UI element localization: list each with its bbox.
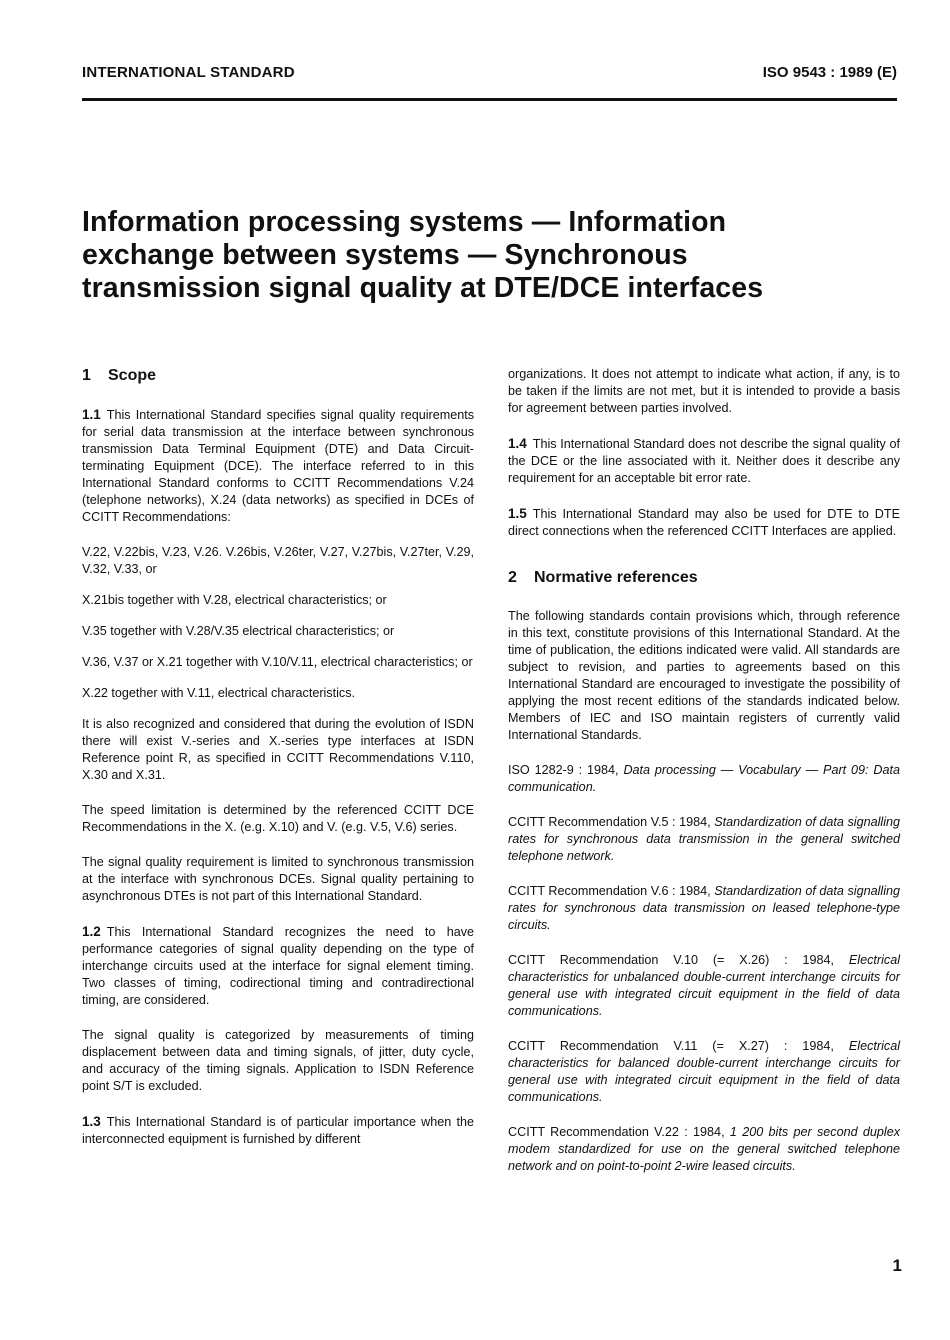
reference-id: CCITT Recommendation V.11 (= X.27) : 1984, <box>508 1039 834 1053</box>
reference-id: ISO 1282-9 : 1984, <box>508 763 619 777</box>
paragraph-isdn: It is also recognized and considered that during the evolution of ISDN there will exist V.-series and X.-series type interfaces at ISDN Reference point R, as specified in CCITT Recommendations V.110, X.30 and X.31. <box>82 717 474 782</box>
clause-1-2: 1.2 This International Standard recognizes the need to have performance categories of signal quality depending on the type of interchange circuits used at the interface for signal element timing. Two classes of timing, codirectional timing and contradirectional timing, are considered. <box>82 924 474 1007</box>
clause-1-4: 1.4 This International Standard does not describe the signal quality of the DCE or the line associated with it. Neither does it describe any requirement for an acceptable bit error rate. <box>508 436 900 485</box>
paragraph-categorized: The signal quality is categorized by measurements of timing displacement between data and timing signals, of jitter, duty cycle, and accuracy of the timing signals. Application to ISDN Reference point S/T is excluded. <box>82 1028 474 1093</box>
reference-title: Electrical characteristics for balanced double-current interchange circuits for general use with integrated circuit equipment in the field of data communications. <box>508 1039 900 1104</box>
title-line-1: Information processing systems — Information <box>82 206 727 238</box>
paragraph-signal-quality: The signal quality requirement is limited to synchronous transmission at the interface with synchronous DCEs. Signal quality pertaining to asynchronous DTEs is not part of this International Standard. <box>82 855 474 903</box>
reference-id: CCITT Recommendation V.5 : 1984, <box>508 815 711 829</box>
section-heading-normative-references: 2 Normative references <box>508 569 698 586</box>
recommendation-list-item: V.36, V.37 or X.21 together with V.10/V.11, electrical characteristics; or <box>82 655 473 669</box>
reference-title: 1 200 bits per second duplex modem standardized for use on the general switched telephone network and on point-to-point 2-wire leased circuits. <box>508 1125 901 1173</box>
reference-id: CCITT Recommendation V.22 : 1984, <box>508 1125 725 1139</box>
clause-1-3: 1.3 This International Standard is of particular importance when the interconnected equipment is furnished by different <box>82 1114 474 1146</box>
clause-1-1: 1.1 This International Standard specifies signal quality requirements for serial data transmission at the interface between synchronous transmission Data Terminal Equipment (DTE) and Data Circuit-terminating Equipment (DCE). The interface referred to in this International Standard conforms to CCITT Recommendations V.24 (telephone networks), X.24 (data networks) as specified in DCEs of CCITT Recommendations: <box>82 407 474 524</box>
page-number: 1 <box>892 1256 902 1275</box>
section-heading-scope: 1 Scope <box>82 367 157 384</box>
reference-title: Standardization of data signalling rates for synchronous data transmission in the general switched telephone network. <box>508 815 901 863</box>
right-column <box>508 366 900 1193</box>
reference-item <box>508 1038 900 1106</box>
title-line-2: exchange between systems — Synchronous <box>82 239 688 271</box>
reference-title: Data processing — Vocabulary — Part 09: Data communication. <box>508 763 901 794</box>
reference-title: Electrical characteristics for unbalanced double-current interchange circuits for general use with integrated circuit equipment in the field of data communications. <box>508 953 900 1018</box>
document-title <box>82 206 882 305</box>
reference-item <box>508 952 900 1020</box>
document-number: ISO 9543 : 1989 (E) <box>762 64 897 81</box>
clause-1-5: 1.5 This International Standard may also be used for DTE to DTE direct connections when the referenced CCITT Interfaces are applied. <box>508 506 900 538</box>
paragraph-references-intro: The following standards contain provisions which, through reference in this text, constitute provisions of this International Standard. At the time of publication, the editions indicated were valid. All standards are subject to revision, and parties to agreements based on this International Standard are encouraged to investigate the possibility of applying the most recent editions of the standards indicated below. Members of IEC and ISO maintain registers of currently valid International Standards. <box>508 609 900 742</box>
recommendation-list-item: V.35 together with V.28/V.35 electrical characteristics; or <box>82 624 395 638</box>
reference-item <box>508 762 900 796</box>
page-header <box>82 58 897 101</box>
reference-id: CCITT Recommendation V.10 (= X.26) : 1984, <box>508 953 835 967</box>
paragraph-continued: organizations. It does not attempt to indicate what action, if any, is to be taken if the limits are not met, but it is intended to provide a basis for agreement between parties involved. <box>508 367 900 415</box>
recommendation-list-item: X.22 together with V.11, electrical characteristics. <box>82 686 355 700</box>
reference-id: CCITT Recommendation V.6 : 1984, <box>508 884 711 898</box>
recommendation-list-item: X.21bis together with V.28, electrical characteristics; or <box>82 593 387 607</box>
recommendation-list-item: V.22, V.22bis, V.23, V.26. V.26bis, V.26ter, V.27, V.27bis, V.27ter, V.29, V.32, V.33, or <box>82 545 474 576</box>
reference-title: Standardization of data signalling rates for synchronous data transmission on leased telephone-type circuits. <box>508 884 901 932</box>
title-line-3: transmission signal quality at DTE/DCE interfaces <box>82 272 764 304</box>
reference-item <box>508 883 900 934</box>
reference-list <box>508 762 900 1175</box>
reference-item <box>508 1124 900 1175</box>
reference-item <box>508 814 900 865</box>
paragraph-speed: The speed limitation is determined by the referenced CCITT DCE Recommendations in the X. (e.g. X.10) and V. (e.g. V.5, V.6) series. <box>82 803 474 834</box>
document-type: INTERNATIONAL STANDARD <box>82 64 295 81</box>
left-column <box>82 366 474 1162</box>
